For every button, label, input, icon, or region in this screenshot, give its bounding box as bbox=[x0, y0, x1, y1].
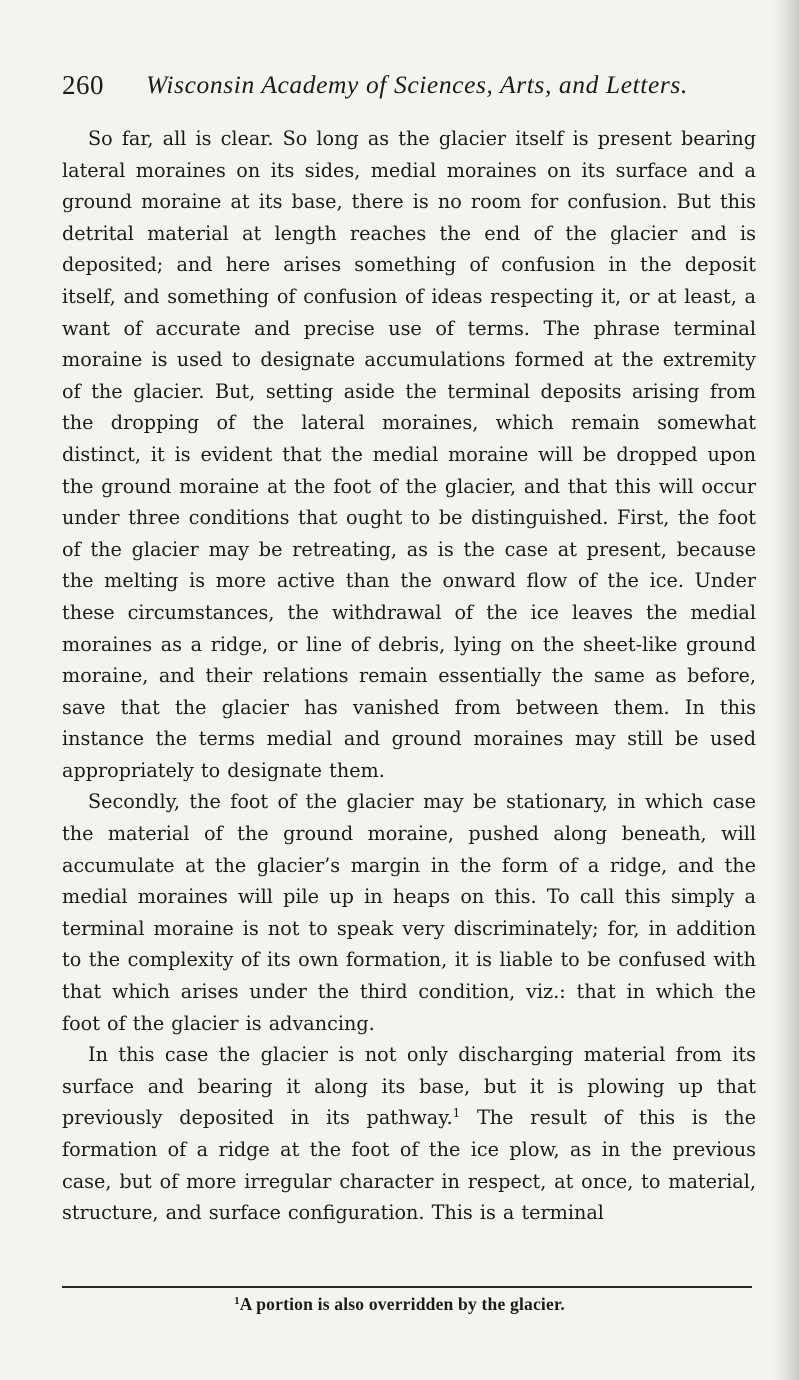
footnote-divider bbox=[62, 1286, 752, 1288]
body-text bbox=[62, 123, 756, 1229]
footnote-text: A portion is also overridden by the glacier. bbox=[239, 1294, 565, 1314]
footnote-mark: 1 bbox=[234, 1295, 240, 1307]
paragraph-stationary-glacier: Secondly, the foot of the glacier may be stationary, in which case the material of the ground moraine, pushed along beneath, will accumulate at the glacier’s margin in the form of a ridge, and the medial moraines will pile up in heaps on this. To call this simply a terminal moraine is not to speak very discriminately; for, in addition to the complexity of its own formation, it is liable to be confused with that which arises under the third condition, viz.: that in which the foot of the glacier is advancing. bbox=[62, 790, 756, 1035]
paragraph-retreating-glacier: So far, all is clear. So long as the glacier itself is present bearing lateral moraines on its sides, medial moraines on its surface and a ground moraine at its base, there is no room for confusion. But this detrital material at length reaches the end of the glacier and is deposited; and here arises something of confusion in the deposit itself, and something of confusion of ideas respecting it, or at least, a want of accurate and precise use of terms. The phrase terminal moraine is used to designate accumulations formed at the extremity of the glacier. But, setting aside the terminal deposits arising from the dropping of the lateral moraines, which remain somewhat distinct, it is evident that the medial moraine will be dropped upon the ground moraine at the foot of the glacier, and that this will occur under three conditions that ought to be distinguished. First, the foot of the glacier may be retreating, as is the case at present, because the melting is more active than the onward flow of the ice. Under these circumstances, the withdrawal of the ice leaves the medial moraines as a ridge, or line of debris, lying on the sheet-like ground moraine, and their relations remain essentially the same as before, save that the glacier has vanished from between them. In this instance the terms medial and ground moraines may still be used appropriately to designate them. bbox=[62, 127, 756, 782]
paragraph-text-before-note: In this case the glacier is not only discharging material from its surface and bearing it along its base, but it is plowing up that previously deposited in its pathway. bbox=[62, 1043, 756, 1130]
page-number: 260 bbox=[62, 70, 104, 100]
page-edge-shadow bbox=[773, 0, 799, 1380]
running-head bbox=[62, 66, 752, 106]
journal-title: Wisconsin Academy of Sciences, Arts, and Letters. bbox=[146, 70, 688, 99]
footnote bbox=[0, 1294, 799, 1315]
footnote-reference-mark[interactable]: 1 bbox=[452, 1106, 461, 1121]
paragraph-advancing-glacier bbox=[62, 1039, 756, 1229]
paragraph-text-after-note: The result of this is the formation of a ridge at the foot of the ice plow, as in the previous case, but of more irregular character in respect, at once, to material, structure, and surface configuration. This is a terminal bbox=[62, 1106, 756, 1225]
